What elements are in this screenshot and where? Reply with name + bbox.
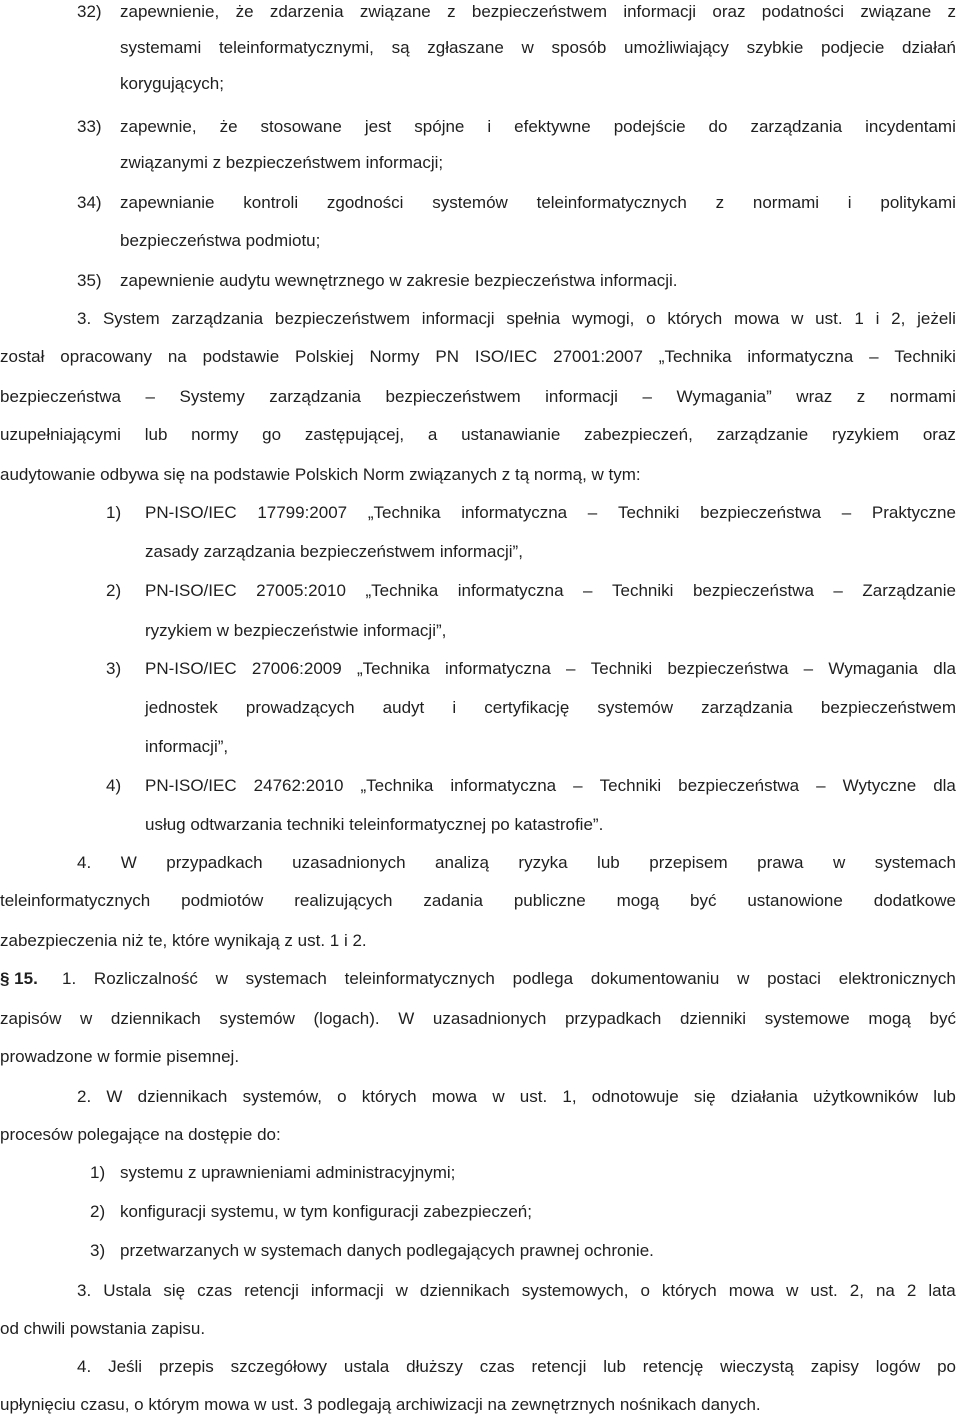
word: PN xyxy=(435,347,460,366)
word: że xyxy=(219,117,238,136)
word: czas xyxy=(479,1357,515,1376)
word: sposób xyxy=(551,38,607,57)
word: dziennikach xyxy=(137,1087,228,1106)
word: Jeśli xyxy=(108,1357,143,1376)
word: i xyxy=(452,698,457,717)
word: – xyxy=(145,387,155,406)
word: bezpieczeństwa xyxy=(667,659,789,678)
word: logów xyxy=(875,1357,921,1376)
norm-item-number: 3) xyxy=(106,659,122,678)
word: incydentami xyxy=(865,117,956,136)
word: systemów xyxy=(432,193,508,212)
word: i xyxy=(487,117,492,136)
word: których xyxy=(361,1087,417,1106)
paragraph-line xyxy=(77,1280,956,1302)
word: postaci xyxy=(767,969,821,988)
word: bezpieczeństwa xyxy=(700,503,822,522)
word: ust. xyxy=(810,1281,838,1300)
word: – xyxy=(841,503,852,522)
word: jednostek xyxy=(145,698,218,717)
word: być xyxy=(689,891,717,910)
word: oraz xyxy=(922,425,956,444)
word: prawa xyxy=(757,853,804,872)
word: z xyxy=(947,2,956,21)
word: systemach xyxy=(245,969,327,988)
word: Rozliczalność xyxy=(93,969,198,988)
word: podatności xyxy=(761,2,844,21)
word: prowadzących xyxy=(245,698,355,717)
word: teleinformatycznymi, xyxy=(218,38,374,57)
word: audyt xyxy=(382,698,425,717)
word: Polskiej xyxy=(295,347,354,366)
norm-item-text: usług odtwarzania techniki teleinformatycznej po katastrofie”. xyxy=(145,815,604,834)
word: Techniki xyxy=(599,776,662,795)
word: informatyczna xyxy=(457,581,564,600)
paragraph-line xyxy=(0,424,956,446)
norm-item-text: ryzykiem w bezpieczeństwie informacji”, xyxy=(145,621,447,640)
word: Praktyczne xyxy=(871,503,956,522)
word: w xyxy=(786,1281,799,1300)
word: spójne xyxy=(414,117,465,136)
word: zarządzania xyxy=(701,698,793,717)
word: zgodności xyxy=(326,193,404,212)
word: być xyxy=(929,1009,956,1028)
word: których xyxy=(661,1281,717,1300)
word: informacji xyxy=(623,2,697,21)
norm-item-text xyxy=(145,775,956,797)
word: normami xyxy=(889,387,956,406)
word: zabezpieczeń, xyxy=(584,425,693,444)
word: PN-ISO/IEC xyxy=(145,659,237,678)
word: o xyxy=(337,1087,347,1106)
word: jeżeli xyxy=(917,309,956,328)
word: bezpieczeństwem xyxy=(471,2,607,21)
access-item-text: przetwarzanych w systemach danych podlegających prawnej ochronie. xyxy=(120,1241,654,1260)
word: Wymagania xyxy=(828,659,918,678)
word: mogą xyxy=(868,1009,911,1028)
norm-item-text xyxy=(145,697,956,719)
word: przypadkach xyxy=(564,1009,662,1028)
paragraph-line xyxy=(77,1086,956,1108)
paragraph-line xyxy=(0,386,956,408)
word: zapewnie, xyxy=(120,117,197,136)
word: informatyczna xyxy=(444,659,551,678)
word: „Technika xyxy=(356,659,430,678)
word: zapisy xyxy=(810,1357,859,1376)
word: w xyxy=(521,38,534,57)
word: przepisem xyxy=(649,853,728,872)
word: kontroli xyxy=(243,193,299,212)
word: lub xyxy=(144,425,168,444)
word: się xyxy=(693,1087,716,1106)
norm-item-number: 2) xyxy=(106,581,122,600)
list-item-text: bezpieczeństwa podmiotu; xyxy=(120,231,321,250)
word: Wymagania” xyxy=(676,387,772,406)
word: 2, xyxy=(849,1281,864,1300)
word: informatyczna xyxy=(747,347,854,366)
word: bezpieczeństwa xyxy=(678,776,800,795)
word: – xyxy=(583,581,593,600)
word: zarządzania xyxy=(269,387,361,406)
list-item-text: zapewnienie audytu wewnętrznego w zakresie bezpieczeństwa informacji. xyxy=(120,271,678,290)
norm-item-text xyxy=(145,658,956,680)
word: w xyxy=(737,969,750,988)
word: Normy xyxy=(369,347,420,366)
word: informacji xyxy=(310,1281,384,1300)
word: „Technika xyxy=(365,581,439,600)
word: dla xyxy=(933,659,956,678)
word: mowa xyxy=(733,309,780,328)
list-item-text: związanymi z bezpieczeństwem informacji; xyxy=(120,153,444,172)
word: certyfikację xyxy=(484,698,570,717)
word: zdarzenia xyxy=(269,2,344,21)
word: a xyxy=(427,425,438,444)
norm-item-text: zasady zarządzania bezpieczeństwem informacji”, xyxy=(145,542,523,561)
word: zgłaszane xyxy=(427,38,504,57)
access-item-number: 3) xyxy=(90,1241,106,1260)
word: podejście xyxy=(613,117,686,136)
word: informacji xyxy=(545,387,618,406)
word: teleinformatycznych xyxy=(344,969,495,988)
word: podmiotów xyxy=(181,891,264,910)
word: bezpieczeństwem xyxy=(385,387,521,406)
word: ryzyka xyxy=(518,853,568,872)
list-item-text xyxy=(120,1,956,23)
word: mowa xyxy=(431,1087,478,1106)
word: na xyxy=(875,1281,895,1300)
word: uzasadnionych xyxy=(432,1009,547,1028)
section-mark: § 15. xyxy=(0,969,38,988)
word: mowa xyxy=(728,1281,775,1300)
word: 2, xyxy=(891,309,906,328)
word: W xyxy=(398,1009,415,1028)
word: dzienniki xyxy=(679,1009,747,1028)
word: ust. xyxy=(815,309,843,328)
word: użytkowników xyxy=(813,1087,918,1106)
word: bezpieczeństwa xyxy=(0,387,121,406)
paragraph-line: upłynięciu czasu, o którym mowa w ust. 3 podlegają archiwizacji na zewnętrznych nośnikach danych. xyxy=(0,1395,761,1414)
word: dla xyxy=(933,776,956,795)
word: – xyxy=(587,503,598,522)
word: szczegółowy xyxy=(230,1357,328,1376)
word: informatyczna xyxy=(450,776,557,795)
word: Ustala xyxy=(103,1281,152,1300)
word: związane xyxy=(860,2,932,21)
word: z xyxy=(715,193,725,212)
word: retencję xyxy=(642,1357,704,1376)
word: bezpieczeństwem xyxy=(820,698,956,717)
word: 17799:2007 xyxy=(257,503,348,522)
word: – xyxy=(573,776,583,795)
word: z xyxy=(447,2,456,21)
word: W xyxy=(120,853,137,872)
word: stosowane xyxy=(260,117,342,136)
word: są xyxy=(391,38,410,57)
norm-item-text xyxy=(145,502,956,524)
word: Wytyczne xyxy=(842,776,917,795)
paragraph-line xyxy=(77,308,956,330)
word: systemach xyxy=(874,853,956,872)
paragraph-line xyxy=(0,890,956,912)
word: spełnia xyxy=(506,309,561,328)
paragraph-line xyxy=(77,852,956,874)
word: 1. xyxy=(62,969,77,988)
norm-item-number: 4) xyxy=(106,776,122,795)
word: opracowany xyxy=(60,347,152,366)
paragraph-line xyxy=(77,1356,956,1378)
word: zapewnienie, xyxy=(120,2,220,21)
word: przepis xyxy=(158,1357,214,1376)
word: – xyxy=(566,659,576,678)
word: retencji xyxy=(244,1281,299,1300)
list-item-text: korygujących; xyxy=(120,74,224,93)
word: „Technika xyxy=(658,347,732,366)
word: podjecie xyxy=(821,38,885,57)
word: PN-ISO/IEC xyxy=(145,776,237,795)
word: ustala xyxy=(343,1357,390,1376)
word: zadania xyxy=(423,891,483,910)
word: systemów, xyxy=(242,1087,322,1106)
norm-item-text: informacji”, xyxy=(145,737,229,756)
list-item-text xyxy=(120,116,956,138)
word: informatyczna xyxy=(461,503,568,522)
word: retencji xyxy=(531,1357,587,1376)
word: „Technika xyxy=(360,776,434,795)
word: Techniki xyxy=(617,503,680,522)
word: podstawie xyxy=(202,347,280,366)
word: ust. xyxy=(519,1087,548,1106)
word: elektronicznych xyxy=(838,969,956,988)
word: mogą xyxy=(616,891,660,910)
norm-item-number: 1) xyxy=(106,503,122,522)
word: w xyxy=(832,853,846,872)
paragraph-line: procesów polegające na dostępie do: xyxy=(0,1125,281,1144)
word: przypadkach xyxy=(166,853,263,872)
word: dokumentowaniu xyxy=(590,969,720,988)
word: systemowe xyxy=(764,1009,850,1028)
word: się xyxy=(163,1281,186,1300)
word: w xyxy=(80,1009,93,1028)
word: systemowych, xyxy=(521,1281,629,1300)
word: lub xyxy=(603,1357,626,1376)
word: dłuższy xyxy=(406,1357,463,1376)
word: zapewnianie xyxy=(120,193,215,212)
paragraph-line: od chwili powstania zapisu. xyxy=(0,1319,206,1338)
word: uzupełniającymi xyxy=(0,425,121,444)
word: wieczystą xyxy=(720,1357,794,1376)
word: z xyxy=(856,387,866,406)
paragraph-line xyxy=(62,968,956,990)
word: 1, xyxy=(562,1087,577,1106)
word: oraz xyxy=(712,2,746,21)
word: go xyxy=(262,425,282,444)
list-item-text xyxy=(120,37,956,59)
word: Zarządzanie xyxy=(862,581,956,600)
word: bezpieczeństwa xyxy=(692,581,814,600)
word: wraz xyxy=(796,387,833,406)
word: dodatkowe xyxy=(873,891,956,910)
word: w xyxy=(492,1087,505,1106)
word: odnotowuje xyxy=(591,1087,679,1106)
word: normy xyxy=(191,425,239,444)
word: umożliwiający xyxy=(624,38,729,57)
list-item-number: 34) xyxy=(77,193,102,212)
word: 2 xyxy=(906,1281,917,1300)
word: Techniki xyxy=(612,581,674,600)
paragraph-line: zabezpieczenia niż te, które wynikają z ust. 1 i 2. xyxy=(0,931,367,950)
word: 2. xyxy=(77,1087,92,1106)
word: System xyxy=(102,309,160,328)
word: do xyxy=(708,117,728,136)
word: w xyxy=(791,309,804,328)
list-item-number: 32) xyxy=(77,2,102,21)
word: zastępującej, xyxy=(304,425,405,444)
word: 4. xyxy=(77,1357,92,1376)
word: systemów xyxy=(597,698,673,717)
word: systemów xyxy=(219,1009,295,1028)
word: efektywne xyxy=(514,117,591,136)
paragraph-line: audytowanie odbywa się na podstawie Polskich Norm związanych z tą normą, w tym: xyxy=(0,465,641,484)
word: 1 xyxy=(854,309,864,328)
word: – xyxy=(833,581,843,600)
word: i xyxy=(875,309,880,328)
word: wymogi, xyxy=(571,309,635,328)
word: 24762:2010 xyxy=(253,776,344,795)
list-item-number: 35) xyxy=(77,271,102,290)
access-item-number: 1) xyxy=(90,1163,106,1182)
word: dziennikach xyxy=(419,1281,510,1300)
word: zarządzania xyxy=(171,309,264,328)
word: zarządzania xyxy=(750,117,843,136)
word: – xyxy=(642,387,652,406)
access-item-text: konfiguracji systemu, w tym konfiguracji zabezpieczeń; xyxy=(120,1202,532,1221)
word: PN-ISO/IEC xyxy=(145,581,237,600)
word: W xyxy=(106,1087,123,1106)
word: lub xyxy=(933,1087,956,1106)
norm-item-text xyxy=(145,580,956,602)
word: zarządzanie xyxy=(716,425,809,444)
word: i xyxy=(847,193,852,212)
word: zapisów xyxy=(0,1009,62,1028)
word: – xyxy=(869,347,879,366)
word: – xyxy=(816,776,826,795)
word: został xyxy=(0,347,45,366)
word: podlega xyxy=(512,969,574,988)
word: po xyxy=(937,1357,956,1376)
access-item-text: systemu z uprawnieniami administracyjnymi; xyxy=(120,1163,456,1182)
word: 27006:2009 xyxy=(251,659,342,678)
word: uzasadnionych xyxy=(292,853,406,872)
word: normami xyxy=(752,193,820,212)
paragraph-line xyxy=(0,1008,956,1030)
word: działania xyxy=(730,1087,798,1106)
word: Techniki xyxy=(590,659,653,678)
word: 3. xyxy=(77,1281,92,1300)
paragraph-line xyxy=(0,346,956,368)
word: w xyxy=(395,1281,408,1300)
word: ustanawianie xyxy=(461,425,561,444)
word: (logach). xyxy=(313,1009,380,1028)
access-item-number: 2) xyxy=(90,1202,106,1221)
word: bezpieczeństwem xyxy=(274,309,411,328)
word: „Technika xyxy=(367,503,441,522)
word: których xyxy=(667,309,723,328)
word: działań xyxy=(902,38,956,57)
word: informacji xyxy=(421,309,495,328)
word: 4. xyxy=(77,853,92,872)
word: 27001:2007 xyxy=(553,347,643,366)
word: na xyxy=(167,347,187,366)
word: związane xyxy=(359,2,431,21)
word: politykami xyxy=(880,193,956,212)
word: Systemy xyxy=(179,387,245,406)
word: o xyxy=(646,309,656,328)
word: teleinformatycznych xyxy=(0,891,151,910)
list-item-number: 33) xyxy=(77,117,102,136)
word: systemami xyxy=(120,38,202,57)
word: analizą xyxy=(435,853,489,872)
word: lata xyxy=(928,1281,956,1300)
word: że xyxy=(235,2,254,21)
word: dziennikach xyxy=(110,1009,201,1028)
word: ryzykiem xyxy=(832,425,900,444)
word: 3. xyxy=(77,309,92,328)
word: PN-ISO/IEC xyxy=(145,503,237,522)
word: lub xyxy=(597,853,620,872)
word: w xyxy=(215,969,228,988)
word: publiczne xyxy=(513,891,586,910)
paragraph-line: prowadzone w formie pisemnej. xyxy=(0,1047,240,1066)
word: czas xyxy=(197,1281,233,1300)
word: Techniki xyxy=(894,347,956,366)
word: teleinformatycznych xyxy=(536,193,687,212)
word: realizujących xyxy=(294,891,393,910)
word: – xyxy=(803,659,814,678)
word: ustanowione xyxy=(747,891,843,910)
list-item-text xyxy=(120,192,956,214)
word: jest xyxy=(364,117,392,136)
word: ISO/IEC xyxy=(474,347,538,366)
word: 27005:2010 xyxy=(256,581,346,600)
word: o xyxy=(640,1281,650,1300)
word: szybkie xyxy=(746,38,804,57)
